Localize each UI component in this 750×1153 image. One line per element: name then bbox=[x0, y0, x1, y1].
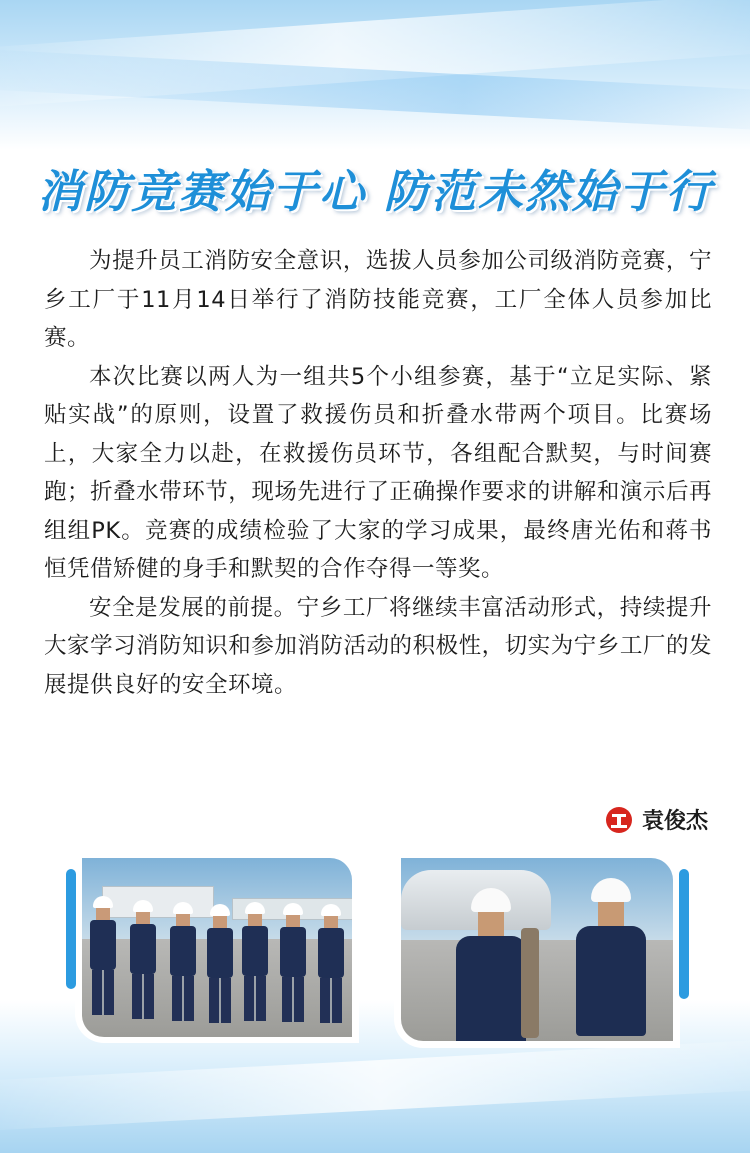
paragraph: 安全是发展的前提。宁乡工厂将继续丰富活动形式，持续提升大家学习消防知识和参加消防活动的积极性，切实为宁乡工厂的发展提供良好的安全环境。 bbox=[44, 594, 712, 698]
header-background bbox=[0, 0, 750, 150]
author-signature bbox=[606, 804, 708, 835]
author-name: 袁俊杰 bbox=[641, 809, 708, 834]
paragraph: 本次比赛以两人为一组共5个小组参赛，基于“立足实际、紧贴实战”的原则，设置了救援伤员和折叠水带两个项目。比赛场上，大家全力以赴，在救援伤员环节，各组配合默契，与时间赛跑；折叠水带环节，现场先进行了正确操作要求的讲解和演示后再组组PK。竞赛的成绩检验了大家的学习成果，最终唐光佑和蒋书恒凭借矫健的身手和默契的合作夺得一等奖。 bbox=[44, 363, 712, 582]
paragraph: 为提升员工消防安全意识，选拔人员参加公司级消防竞赛，宁乡工厂于11月14日举行了消防技能竞赛，工厂全体人员参加比赛。 bbox=[44, 248, 712, 351]
light-beam bbox=[0, 1038, 750, 1132]
group-photo bbox=[82, 858, 352, 1037]
company-logo-icon bbox=[606, 807, 632, 833]
article-title: 消防竞赛始于心 防范未然始于行 bbox=[37, 165, 713, 218]
article-body bbox=[44, 242, 712, 704]
fire-hose bbox=[521, 928, 539, 1038]
hose-folding-photo bbox=[401, 858, 673, 1041]
